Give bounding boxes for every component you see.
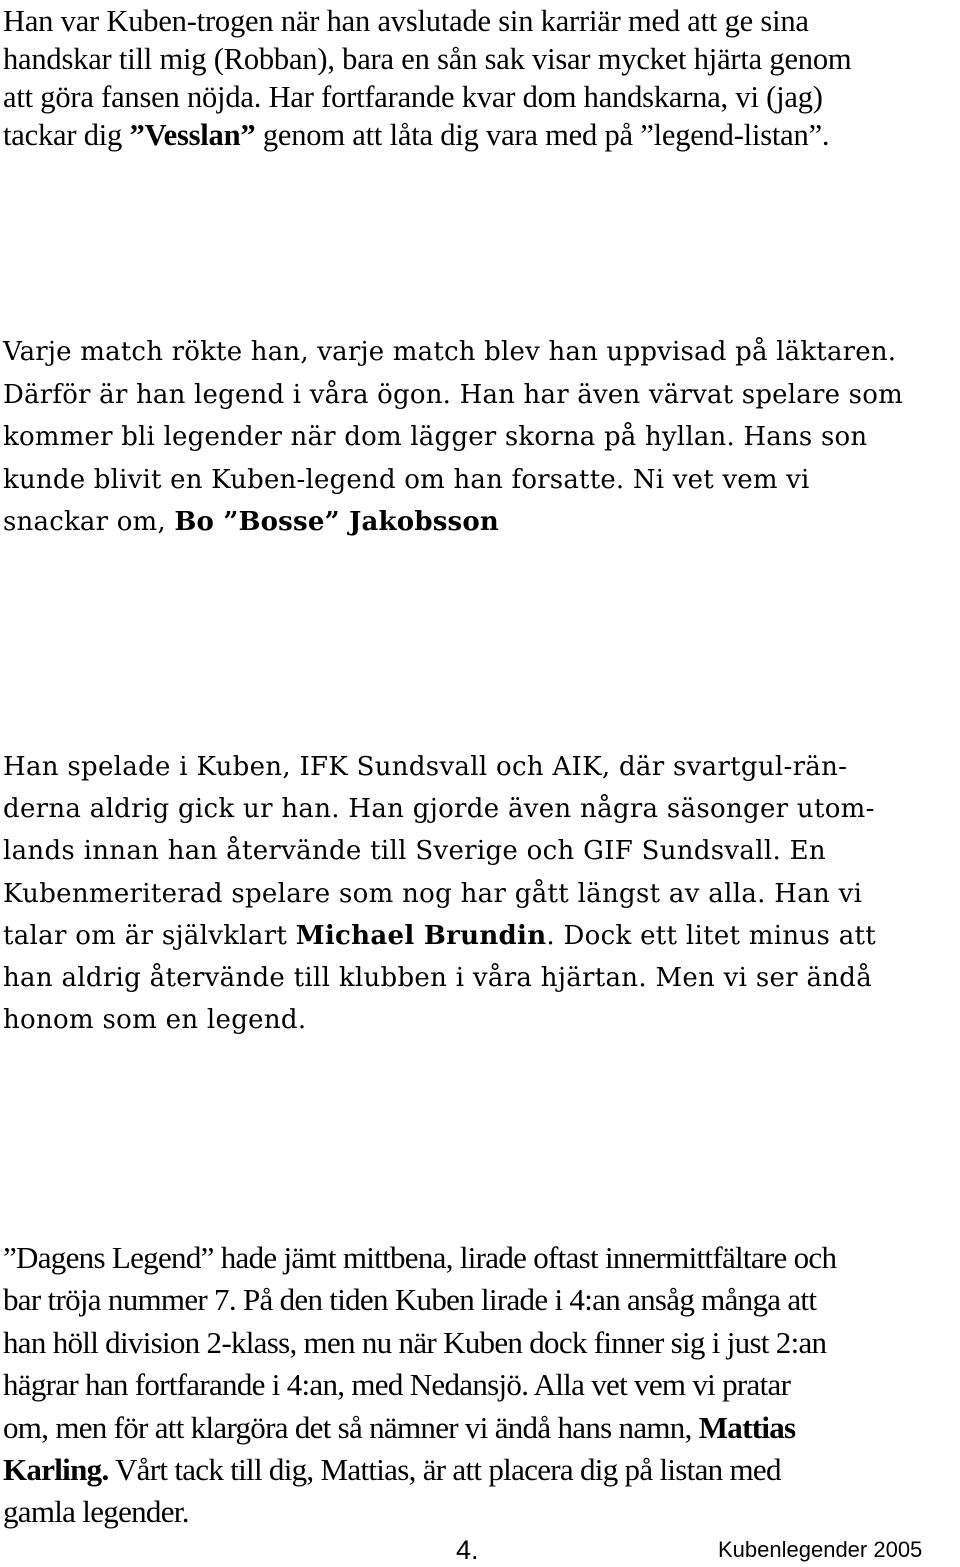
- text-line: [3, 374, 903, 417]
- text-line: [3, 501, 903, 544]
- text-line: [3, 957, 876, 999]
- text-run: derna aldrig gick ur han. Han gjorde även några säsonger utom-: [3, 794, 875, 825]
- text-line: [3, 416, 903, 459]
- paragraph-mattias-karling: [3, 1237, 836, 1534]
- text-run: han höll division 2-klass, men nu när Kuben dock finner sig i just 2:an: [3, 1324, 827, 1360]
- text-line: [3, 40, 851, 78]
- text-run: . Dock ett litet minus att: [546, 920, 877, 951]
- text-line: [3, 788, 876, 830]
- text-line: [3, 1491, 836, 1533]
- paragraph-bosse-jakobsson: [3, 331, 903, 544]
- text-line: [3, 873, 876, 915]
- text-run: Därför är han legend i våra ögon. Han har även värvat spelare som: [3, 379, 903, 410]
- text-run: Kubenmeriterad spelare som nog har gått längst av alla. Han vi: [3, 878, 863, 909]
- text-line: [3, 1237, 836, 1279]
- text-line: [3, 459, 903, 502]
- bold-name: Bo ”Bosse” Jakobsson: [174, 507, 500, 537]
- text-run: Vårt tack till dig, Mattias, är att placera dig på listan med: [108, 1452, 781, 1488]
- text-run: tackar dig: [3, 118, 130, 152]
- text-run: Han spelade i Kuben, IFK Sundsvall och AIK, där svartgul-rän-: [3, 752, 848, 782]
- text-run: kommer bli legender när dom lägger skorna på hyllan. Hans son: [3, 422, 868, 452]
- text-run: Varje match rökte han, varje match blev han uppvisad på läktaren.: [3, 337, 897, 367]
- text-run: Han var Kuben-trogen när han avslutade sin karriär med att ge sina: [3, 4, 809, 38]
- text-run: han aldrig återvände till klubben i våra hjärtan. Men vi ser ändå: [3, 963, 873, 994]
- text-run: honom som en legend.: [3, 1005, 307, 1036]
- text-line: [3, 746, 876, 788]
- page-number: 4.: [456, 1535, 479, 1565]
- text-line: [3, 331, 903, 374]
- text-line: [3, 1279, 836, 1321]
- text-run: hägrar han fortfarande i 4:an, med Nedansjö. Alla vet vem vi pratar: [3, 1367, 791, 1403]
- paragraph-michael-brundin: [3, 746, 876, 1041]
- text-run: kunde blivit en Kuben-legend om han forsatte. Ni vet vem vi: [3, 464, 810, 495]
- text-run: bar tröja nummer 7. På den tiden Kuben lirade i 4:an ansåg många att: [3, 1282, 817, 1318]
- text-line: [3, 116, 851, 154]
- text-line: [3, 1449, 836, 1491]
- text-run: handskar till mig (Robban), bara en sån sak visar mycket hjärta genom: [3, 42, 852, 76]
- text-run: genom att låta dig vara med på ”legend-listan”.: [255, 118, 830, 152]
- paragraph-vesslan: [3, 2, 851, 154]
- text-line: [3, 915, 876, 957]
- bold-name: Karling.: [3, 1452, 109, 1488]
- text-run: gamla legender.: [3, 1494, 189, 1530]
- text-line: [3, 1407, 836, 1449]
- bold-name: Michael Brundin: [295, 920, 547, 951]
- text-run: lands innan han återvände till Sverige och GIF Sundsvall. En: [3, 836, 826, 867]
- text-line: [3, 1364, 836, 1406]
- text-run: att göra fansen nöjda. Har fortfarande kvar dom handskarna, vi (jag): [3, 80, 823, 114]
- text-line: [3, 999, 876, 1041]
- text-line: [3, 2, 851, 40]
- bold-name: Mattias: [698, 1409, 796, 1445]
- text-run: talar om är självklart: [3, 920, 296, 951]
- text-line: [3, 1322, 836, 1364]
- text-run: om, men för att klargöra det så nämner vi ändå hans namn,: [3, 1409, 699, 1445]
- text-run: snackar om,: [3, 507, 175, 537]
- text-run: ”Dagens Legend” hade jämt mittbena, lirade oftast innermittfältare och: [3, 1240, 837, 1275]
- bold-name: ”Vesslan”: [129, 118, 256, 152]
- footer-publication-title: Kubenlegender 2005: [718, 1537, 923, 1562]
- text-line: [3, 830, 876, 872]
- text-line: [3, 78, 851, 116]
